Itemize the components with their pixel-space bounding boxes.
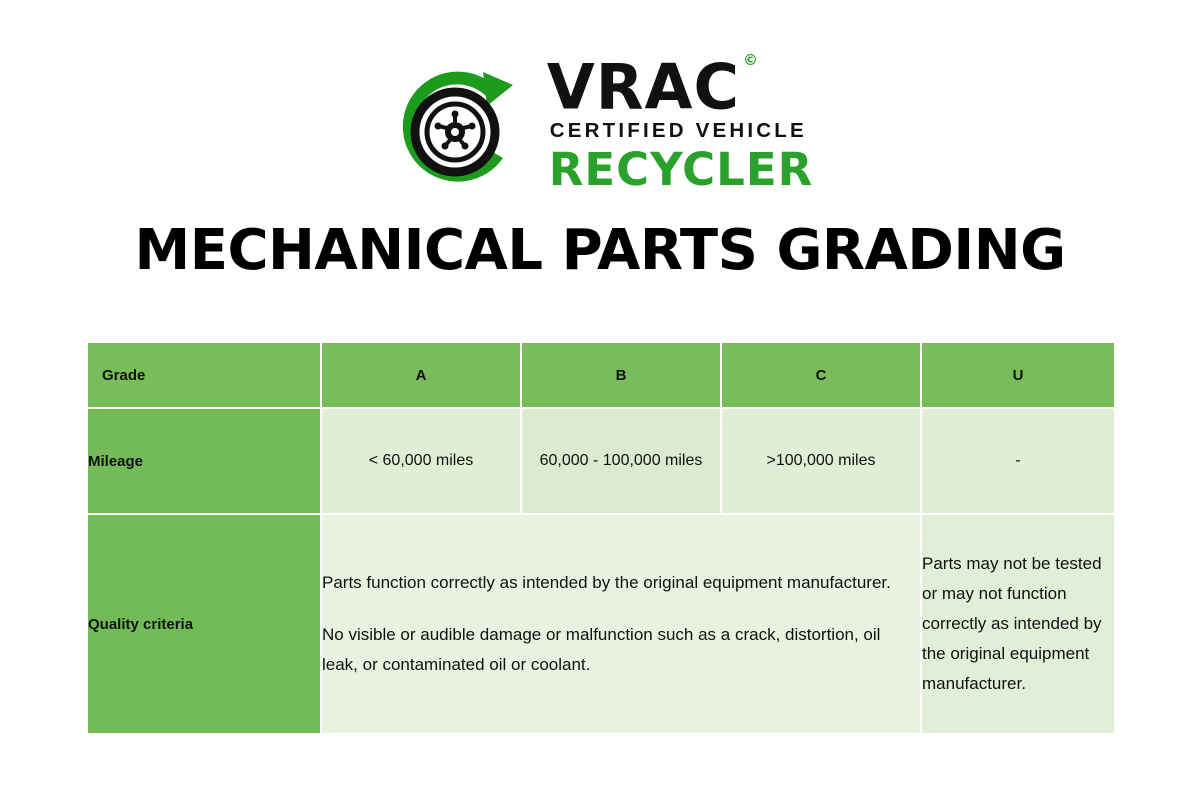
logo-recycler-text: RECYCLER [548,143,814,197]
logo-tagline: CERTIFIED VEHICLE [549,119,807,143]
logo-inner [387,52,814,202]
header-grade-c: C [721,342,921,408]
brand-logo [0,52,1200,202]
logo-brand-text [546,50,759,124]
table-header-row [87,342,1115,408]
header-grade-b: B [521,342,721,408]
quality-criteria-paragraph-1: Parts function correctly as intended by the original equipment manufacturer. [322,573,891,592]
grading-table [86,341,1116,735]
quality-criteria-u: Parts may not be tested or may not function correctly as intended by the original equipment manufacturer. [921,514,1115,734]
mileage-c: >100,000 miles [721,408,921,514]
copyright-icon: © [742,50,759,69]
page-title: MECHANICAL PARTS GRADING [134,218,1066,283]
header-grade-u: U [921,342,1115,408]
row-label-mileage: Mileage [87,408,321,514]
logo-brand-label: VRAC [546,50,740,124]
logo-wordmark [547,52,814,195]
table-row-quality-criteria [87,514,1115,734]
mileage-b: 60,000 - 100,000 miles [521,408,721,514]
recycling-wheel-icon [387,52,537,202]
mileage-a: < 60,000 miles [321,408,521,514]
row-label-quality-criteria: Quality criteria [87,514,321,734]
quality-criteria-paragraph-2: No visible or audible damage or malfunction such as a crack, distortion, oil leak, or contaminated oil or coolant. [322,625,881,674]
table-row-mileage [87,408,1115,514]
mileage-u: - [921,408,1115,514]
header-grade-a: A [321,342,521,408]
quality-criteria-abc [321,514,921,734]
header-grade: Grade [87,342,321,408]
